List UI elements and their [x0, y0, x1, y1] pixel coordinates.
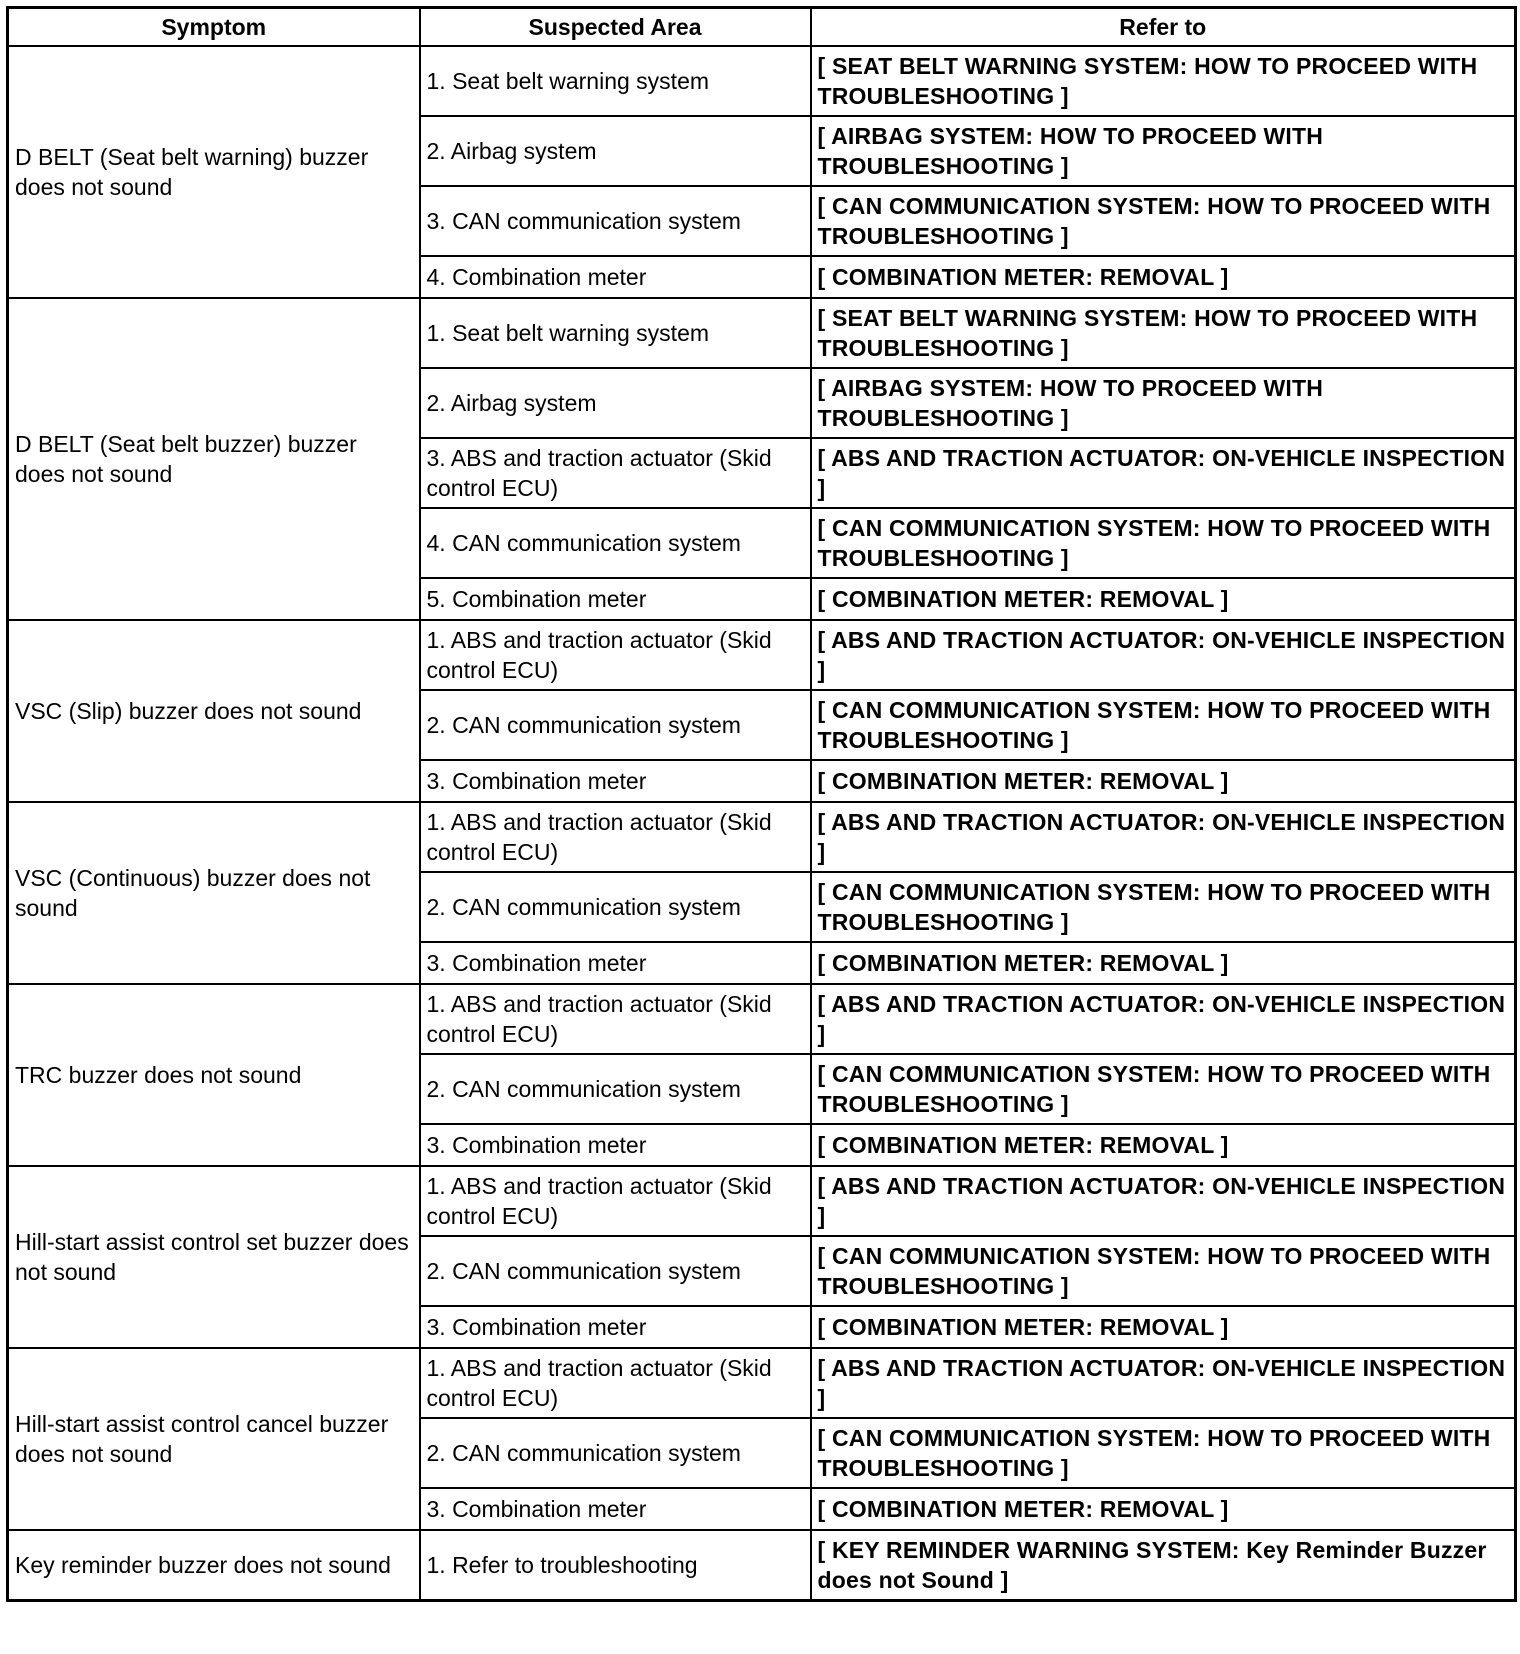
refer-to-link[interactable]: [ COMBINATION METER: REMOVAL ] [811, 1306, 1516, 1348]
refer-to-link[interactable]: [ AIRBAG SYSTEM: HOW TO PROCEED WITH TROUBLESHOOTING ] [811, 368, 1516, 438]
suspected-area-cell: 1. Seat belt warning system [420, 46, 811, 116]
refer-to-link[interactable]: [ ABS AND TRACTION ACTUATOR: ON-VEHICLE INSPECTION ] [811, 1348, 1516, 1418]
refer-to-link[interactable]: [ ABS AND TRACTION ACTUATOR: ON-VEHICLE INSPECTION ] [811, 620, 1516, 690]
table-row [8, 298, 1516, 368]
suspected-area-cell: 1. ABS and traction actuator (Skid control ECU) [420, 984, 811, 1054]
refer-to-link[interactable]: [ COMBINATION METER: REMOVAL ] [811, 942, 1516, 984]
refer-to-link[interactable]: [ CAN COMMUNICATION SYSTEM: HOW TO PROCEED WITH TROUBLESHOOTING ] [811, 1236, 1516, 1306]
table-row [8, 46, 1516, 116]
suspected-area-cell: 2. CAN communication system [420, 1418, 811, 1488]
refer-to-link[interactable]: [ SEAT BELT WARNING SYSTEM: HOW TO PROCEED WITH TROUBLESHOOTING ] [811, 46, 1516, 116]
suspected-area-cell: 3. CAN communication system [420, 186, 811, 256]
suspected-area-cell: 1. Refer to troubleshooting [420, 1530, 811, 1601]
suspected-area-cell: 2. Airbag system [420, 368, 811, 438]
suspected-area-cell: 2. CAN communication system [420, 1236, 811, 1306]
table-row [8, 802, 1516, 872]
suspected-area-cell: 5. Combination meter [420, 578, 811, 620]
troubleshooting-table [6, 6, 1517, 1602]
table-row [8, 1348, 1516, 1418]
refer-to-link[interactable]: [ COMBINATION METER: REMOVAL ] [811, 1488, 1516, 1530]
refer-to-link[interactable]: [ COMBINATION METER: REMOVAL ] [811, 578, 1516, 620]
refer-to-link[interactable]: [ CAN COMMUNICATION SYSTEM: HOW TO PROCEED WITH TROUBLESHOOTING ] [811, 872, 1516, 942]
suspected-area-cell: 2. CAN communication system [420, 690, 811, 760]
suspected-area-cell: 1. ABS and traction actuator (Skid control ECU) [420, 1166, 811, 1236]
refer-to-link[interactable]: [ CAN COMMUNICATION SYSTEM: HOW TO PROCEED WITH TROUBLESHOOTING ] [811, 1054, 1516, 1124]
suspected-area-cell: 2. CAN communication system [420, 1054, 811, 1124]
symptom-cell: VSC (Slip) buzzer does not sound [8, 620, 420, 802]
header-suspected-area: Suspected Area [420, 8, 811, 47]
suspected-area-cell: 4. CAN communication system [420, 508, 811, 578]
symptom-cell: D BELT (Seat belt buzzer) buzzer does not sound [8, 298, 420, 620]
suspected-area-cell: 4. Combination meter [420, 256, 811, 298]
table-row [8, 1530, 1516, 1601]
suspected-area-cell: 1. Seat belt warning system [420, 298, 811, 368]
header-symptom: Symptom [8, 8, 420, 47]
symptom-cell: VSC (Continuous) buzzer does not sound [8, 802, 420, 984]
refer-to-link[interactable]: [ ABS AND TRACTION ACTUATOR: ON-VEHICLE INSPECTION ] [811, 802, 1516, 872]
suspected-area-cell: 1. ABS and traction actuator (Skid control ECU) [420, 620, 811, 690]
header-row [8, 8, 1516, 47]
suspected-area-cell: 2. Airbag system [420, 116, 811, 186]
refer-to-link[interactable]: [ CAN COMMUNICATION SYSTEM: HOW TO PROCEED WITH TROUBLESHOOTING ] [811, 186, 1516, 256]
refer-to-link[interactable]: [ COMBINATION METER: REMOVAL ] [811, 760, 1516, 802]
refer-to-link[interactable]: [ CAN COMMUNICATION SYSTEM: HOW TO PROCEED WITH TROUBLESHOOTING ] [811, 508, 1516, 578]
refer-to-link[interactable]: [ CAN COMMUNICATION SYSTEM: HOW TO PROCEED WITH TROUBLESHOOTING ] [811, 1418, 1516, 1488]
suspected-area-cell: 2. CAN communication system [420, 872, 811, 942]
refer-to-link[interactable]: [ COMBINATION METER: REMOVAL ] [811, 256, 1516, 298]
table-row [8, 984, 1516, 1054]
refer-to-link[interactable]: [ ABS AND TRACTION ACTUATOR: ON-VEHICLE INSPECTION ] [811, 984, 1516, 1054]
refer-to-link[interactable]: [ AIRBAG SYSTEM: HOW TO PROCEED WITH TROUBLESHOOTING ] [811, 116, 1516, 186]
refer-to-link[interactable]: [ COMBINATION METER: REMOVAL ] [811, 1124, 1516, 1166]
table-row [8, 620, 1516, 690]
suspected-area-cell: 3. Combination meter [420, 1488, 811, 1530]
suspected-area-cell: 3. Combination meter [420, 1306, 811, 1348]
symptom-cell: Hill-start assist control set buzzer does not sound [8, 1166, 420, 1348]
refer-to-link[interactable]: [ ABS AND TRACTION ACTUATOR: ON-VEHICLE INSPECTION ] [811, 1166, 1516, 1236]
symptom-cell: Hill-start assist control cancel buzzer does not sound [8, 1348, 420, 1530]
refer-to-link[interactable]: [ ABS AND TRACTION ACTUATOR: ON-VEHICLE INSPECTION ] [811, 438, 1516, 508]
refer-to-link[interactable]: [ CAN COMMUNICATION SYSTEM: HOW TO PROCEED WITH TROUBLESHOOTING ] [811, 690, 1516, 760]
suspected-area-cell: 1. ABS and traction actuator (Skid control ECU) [420, 1348, 811, 1418]
suspected-area-cell: 3. Combination meter [420, 942, 811, 984]
refer-to-link[interactable]: [ SEAT BELT WARNING SYSTEM: HOW TO PROCEED WITH TROUBLESHOOTING ] [811, 298, 1516, 368]
suspected-area-cell: 3. Combination meter [420, 1124, 811, 1166]
table-row [8, 1166, 1516, 1236]
suspected-area-cell: 1. ABS and traction actuator (Skid control ECU) [420, 802, 811, 872]
symptom-cell: TRC buzzer does not sound [8, 984, 420, 1166]
refer-to-link[interactable]: [ KEY REMINDER WARNING SYSTEM: Key Reminder Buzzer does not Sound ] [811, 1530, 1516, 1601]
suspected-area-cell: 3. Combination meter [420, 760, 811, 802]
symptom-cell: Key reminder buzzer does not sound [8, 1530, 420, 1601]
suspected-area-cell: 3. ABS and traction actuator (Skid control ECU) [420, 438, 811, 508]
symptom-cell: D BELT (Seat belt warning) buzzer does not sound [8, 46, 420, 298]
header-refer-to: Refer to [811, 8, 1516, 47]
